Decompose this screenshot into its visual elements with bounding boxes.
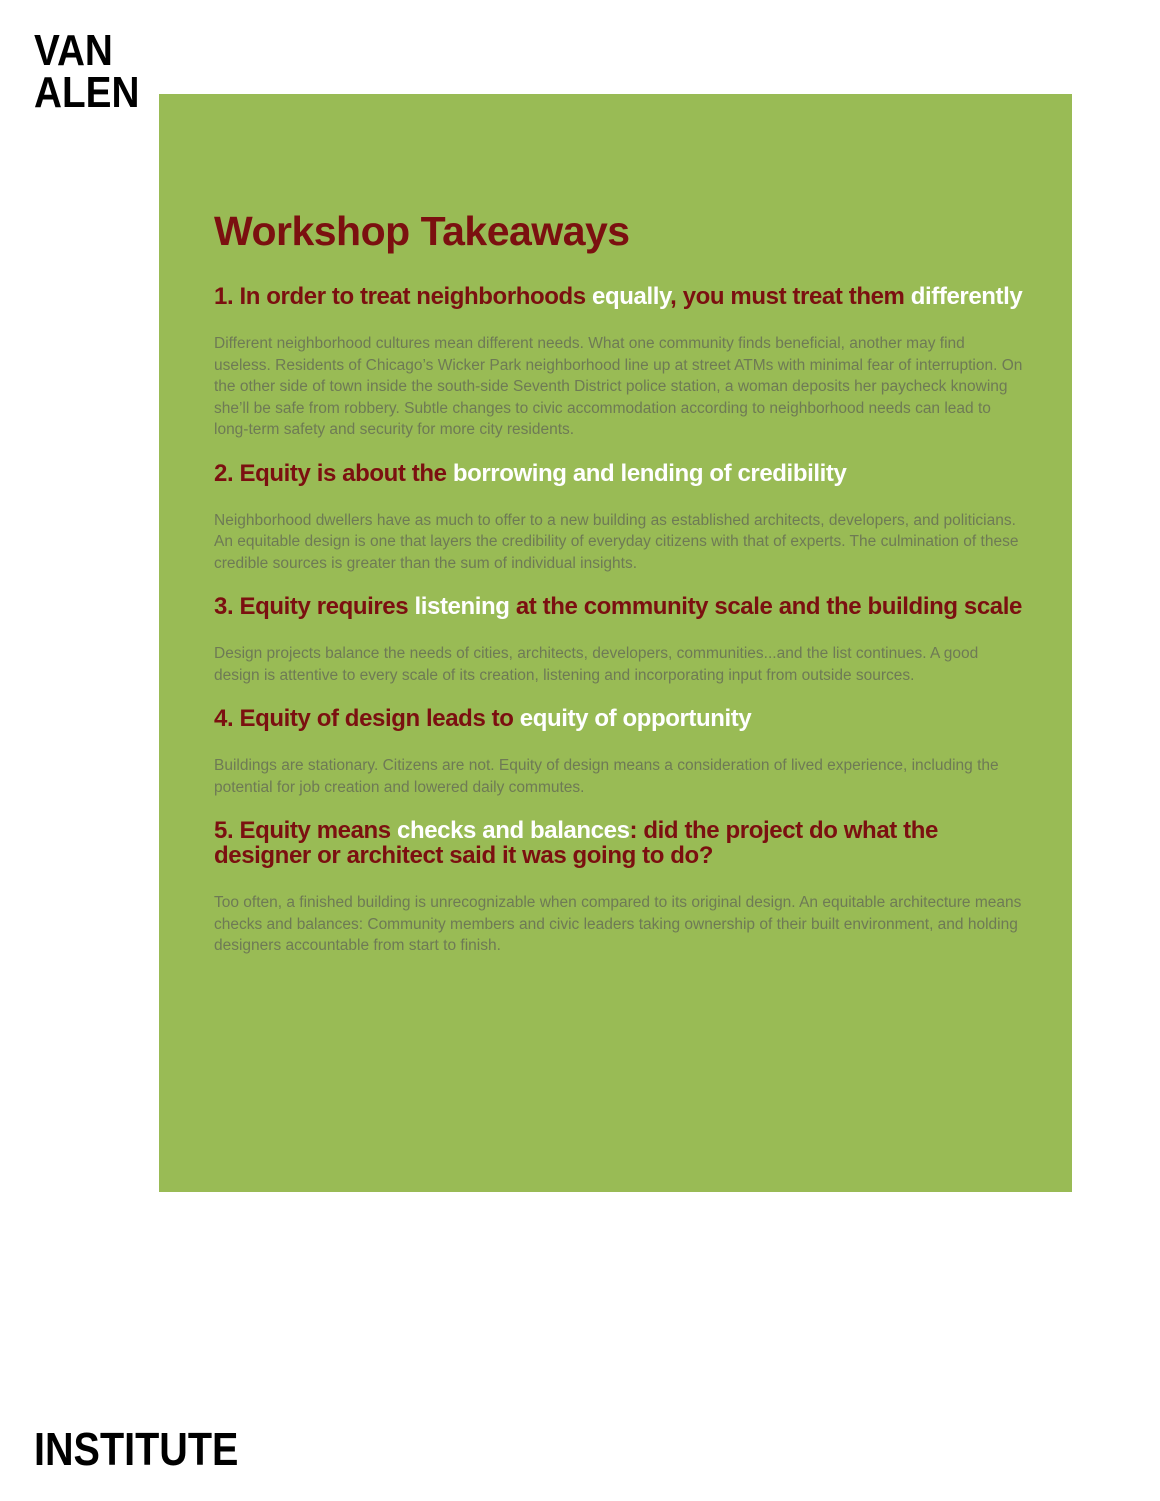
heading-text: 3. Equity requires	[214, 593, 415, 620]
logo-line-van: VAN	[34, 26, 113, 75]
heading-text: at the community scale and the building scale	[509, 593, 1022, 620]
takeaway-heading-3	[214, 594, 1024, 619]
takeaway-heading-5	[214, 818, 1024, 868]
takeaway-body-1: Different neighborhood cultures mean different needs. What one community finds beneficial, another may find useless. Residents of Chicago’s Wicker Park neighborhood line up at street ATMs with minimal fear of interruption. On the other side of town inside the south-side Seventh District police station, a woman deposits her paycheck knowing she’ll be safe from robbery. Subtle changes to civic accommodation according to neighborhood needs can lead to long-term safety and security for more city residents.	[214, 335, 1023, 438]
takeaway-heading-4	[214, 706, 1024, 731]
heading-highlight: listening	[414, 593, 510, 620]
takeaway-heading-1	[214, 284, 1024, 309]
heading-highlight: differently	[910, 283, 1023, 310]
heading-highlight: equity of opportunity	[519, 705, 752, 732]
heading-text: 5. Equity means	[214, 817, 397, 844]
heading-highlight: checks and balances	[397, 817, 630, 844]
heading-text: , you must treat them	[670, 283, 911, 310]
heading-text: 2. Equity is about the	[214, 459, 453, 487]
takeaway-body-2: Neighborhood dwellers have as much to offer to a new building as established architects, developers, and politicians. An equitable design is one that layers the credibility of everyday citizens with that of experts. The culmination of these credible sources is greater than the sum of individual insights.	[214, 511, 1019, 572]
heading-text: 1. In order to treat neighborhoods	[214, 283, 593, 310]
takeaway-body-3: Design projects balance the needs of cities, architects, developers, communities...and the list continues. A good design is attentive to every scale of its creation, listening and incorporating input from outside sources.	[214, 645, 979, 684]
takeaway-heading-2	[214, 461, 1024, 486]
heading-highlight: borrowing and lending of credibility	[452, 459, 847, 487]
page-title: Workshop Takeaways	[214, 208, 630, 254]
heading-text: : did the project do what the designer or architect said it was going to do?	[214, 817, 938, 869]
heading-text: 4. Equity of design leads to	[214, 705, 520, 732]
takeaways-content	[214, 206, 1024, 957]
logo-line-alen: ALEN	[34, 68, 140, 117]
takeaway-body-4: Buildings are stationary. Citizens are not. Equity of design means a consideration of lived experience, including the potential for job creation and lowered daily commutes.	[214, 757, 999, 796]
institute-logo: INSTITUTE	[34, 1423, 239, 1475]
van-alen-logo	[34, 26, 140, 117]
takeaways-panel	[159, 94, 1072, 1192]
heading-highlight: equally	[592, 283, 671, 310]
takeaway-body-5: Too often, a finished building is unrecognizable when compared to its original design. An equitable architecture means checks and balances: Community members and civic leaders taking ownership of their built environment, and holding designers accountable from start to finish.	[214, 894, 1022, 954]
